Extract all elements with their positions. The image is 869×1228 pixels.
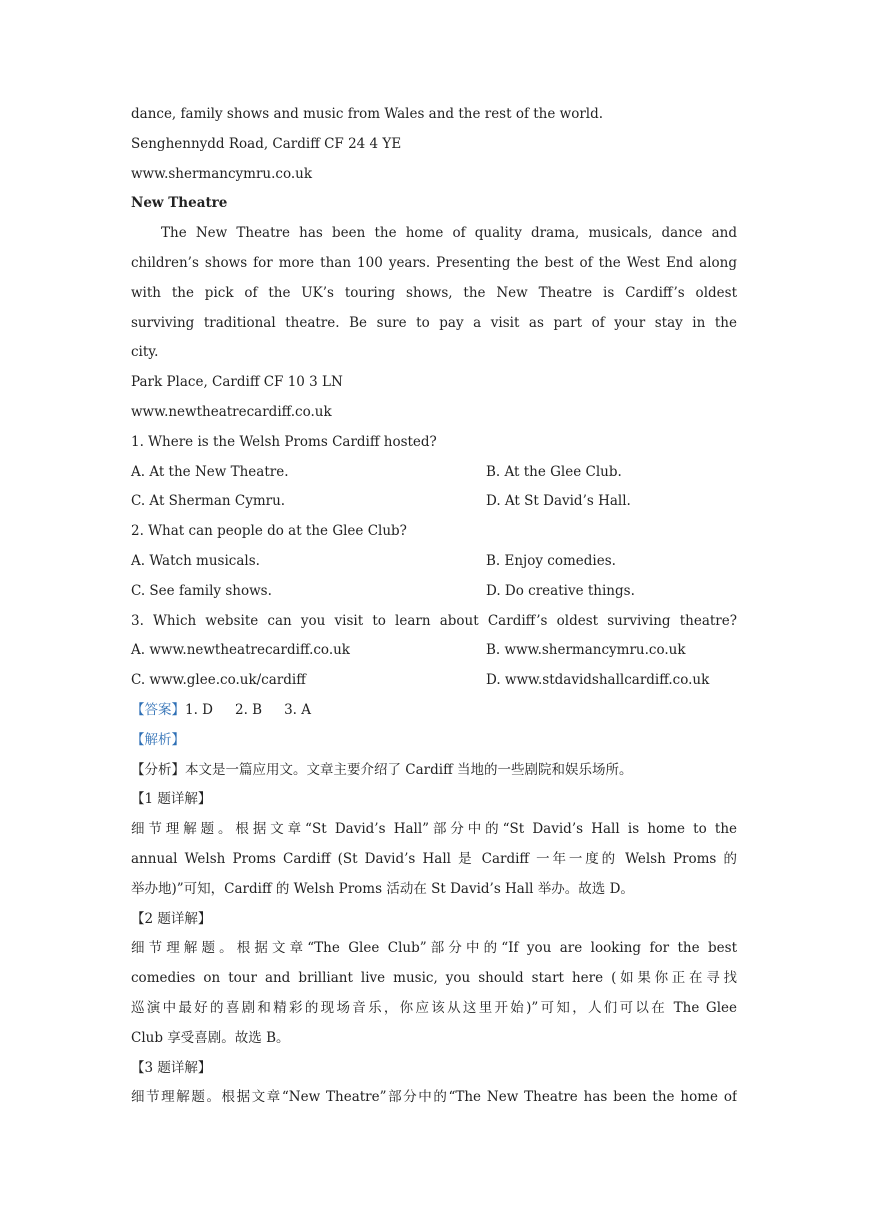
detail-heading: 【2 题详解】 <box>131 910 212 927</box>
option: C. See family shows. <box>131 582 272 599</box>
answer-item: 3. A <box>284 701 312 718</box>
document-page <box>131 100 737 1113</box>
analysis-intro: 【分析】本文是一篇应用文。文章主要介绍了 Cardiff 当地的一些剧院和娱乐场所。 <box>131 761 633 778</box>
question-stem: 3. Which website can you visit to learn about Cardiff’s oldest surviving theatre? <box>131 612 737 629</box>
new-theatre-address: Park Place, Cardiff CF 10 3 LN <box>131 374 343 391</box>
new-theatre-heading: New Theatre <box>131 195 228 212</box>
answer-line <box>131 696 737 726</box>
option: B. At the Glee Club. <box>486 463 622 480</box>
new-theatre-line: city. <box>131 344 159 361</box>
new-theatre-line: The New Theatre has been the home of quality drama, musicals, dance and <box>161 225 737 242</box>
option-row <box>131 487 737 517</box>
option-row <box>131 636 737 666</box>
new-theatre-line: surviving traditional theatre. Be sure to pay a visit as part of your stay in the <box>131 314 737 331</box>
detail-line: annual Welsh Proms Cardiff (St David’s Hall 是 Cardiff 一年一度的 Welsh Proms 的 <box>131 850 737 867</box>
detail-line: comedies on tour and brilliant live music, you should start here (如果你正在寻找 <box>131 970 737 987</box>
detail-heading: 【1 题详解】 <box>131 791 212 808</box>
option-row <box>131 547 737 577</box>
new-theatre-website: www.newtheatrecardiff.co.uk <box>131 403 332 420</box>
detail-line: 细节理解题。根据文章“New Theatre”部分中的“The New Theatre has been the home of <box>131 1089 737 1106</box>
question-stem: 1. Where is the Welsh Proms Cardiff hosted? <box>131 433 437 450</box>
option-row <box>131 458 737 488</box>
answer-item: 1. D <box>185 701 213 718</box>
option: A. At the New Theatre. <box>131 463 289 480</box>
option: D. Do creative things. <box>486 582 635 599</box>
new-theatre-line: children’s shows for more than 100 years. Presenting the best of the West End along <box>131 254 737 271</box>
analysis-label: 【解析】 <box>131 731 185 748</box>
detail-line: 细节理解题。根据文章“The Glee Club”部分中的“If you are looking for the best <box>131 940 737 957</box>
detail-line: 举办地)”可知，Cardiff 的 Welsh Proms 活动在 St David’s Hall 举办。故选 D。 <box>131 880 634 897</box>
sherman-address: Senghennydd Road, Cardiff CF 24 4 YE <box>131 135 402 152</box>
option: C. At Sherman Cymru. <box>131 493 286 510</box>
intro-tail: dance, family shows and music from Wales and the rest of the world. <box>131 106 604 122</box>
option: D. www.stdavidshallcardiff.co.uk <box>486 672 710 689</box>
option: C. www.glee.co.uk/cardiff <box>131 672 306 689</box>
answer-label: 【答案】 <box>131 701 185 718</box>
option-row <box>131 577 737 607</box>
question-stem: 2. What can people do at the Glee Club? <box>131 523 407 540</box>
answer-item: 2. B <box>235 701 263 718</box>
new-theatre-line: with the pick of the UK’s touring shows, the New Theatre is Cardiff’s oldest <box>131 284 737 301</box>
detail-line: 细节理解题。根据文章“St David’s Hall”部分中的“St David’s Hall is home to the <box>131 821 737 838</box>
detail-heading: 【3 题详解】 <box>131 1059 212 1076</box>
option-row <box>131 666 737 696</box>
option: D. At St David’s Hall. <box>486 493 631 510</box>
detail-line: 巡演中最好的喜剧和精彩的现场音乐，你应该从这里开始)”可知，人们可以在 The Glee <box>131 999 737 1016</box>
option: A. www.newtheatrecardiff.co.uk <box>131 642 350 659</box>
option: B. www.shermancymru.co.uk <box>486 642 686 659</box>
sherman-website: www.shermancymru.co.uk <box>131 165 313 182</box>
option: A. Watch musicals. <box>131 552 260 569</box>
option: B. Enjoy comedies. <box>486 552 616 569</box>
detail-line: Club 享受喜剧。故选 B。 <box>131 1029 290 1046</box>
